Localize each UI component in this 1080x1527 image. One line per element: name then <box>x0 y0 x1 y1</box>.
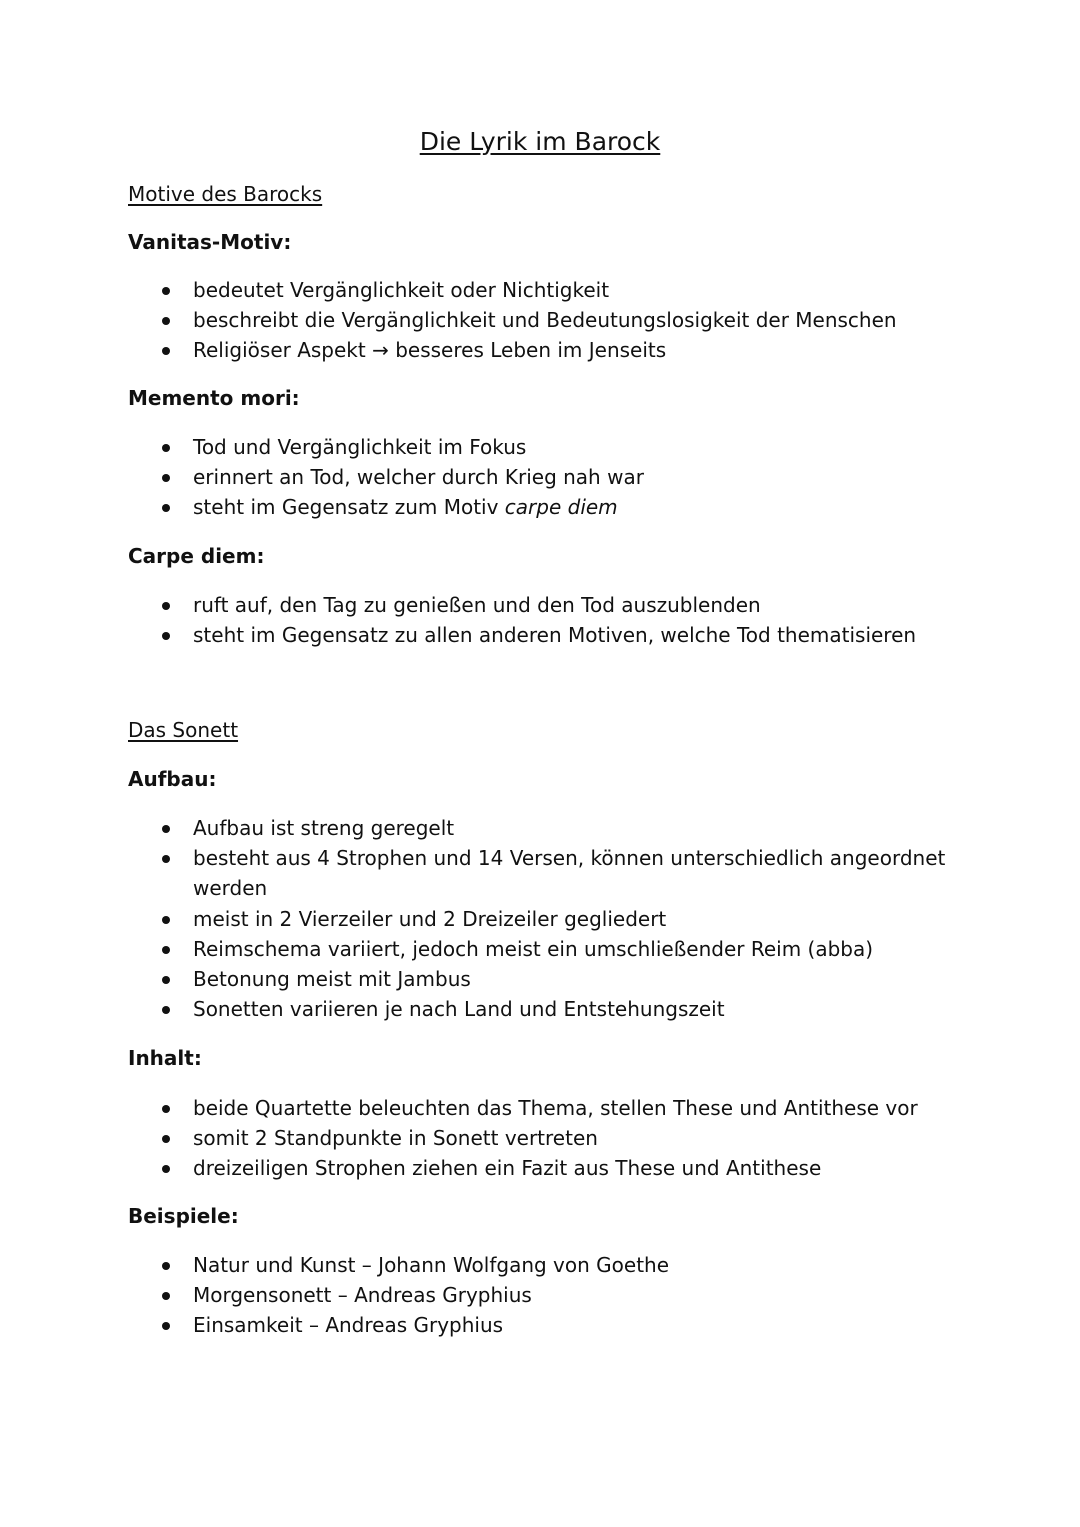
inhalt-list <box>128 1093 948 1184</box>
list-item: dreizeiligen Strophen ziehen ein Fazit aus These und Antithese <box>128 1153 948 1183</box>
list-item: Tod und Vergänglichkeit im Fokus <box>128 432 948 462</box>
bullet-icon <box>162 1105 170 1113</box>
list-item: meist in 2 Vierzeiler und 2 Dreizeiler gegliedert <box>128 904 948 934</box>
memento-list <box>128 432 948 523</box>
subheading-carpe-diem: Carpe diem: <box>128 544 265 568</box>
list-item: beide Quartette beleuchten das Thema, stellen These und Antithese vor <box>128 1093 948 1123</box>
list-item: Einsamkeit – Andreas Gryphius <box>128 1310 948 1340</box>
list-item: beschreibt die Vergänglichkeit und Bedeutungslosigkeit der Menschen <box>128 305 948 335</box>
subheading-beispiele: Beispiele: <box>128 1204 239 1228</box>
beispiele-list <box>128 1250 948 1341</box>
bullet-icon <box>162 444 170 452</box>
bullet-icon <box>162 825 170 833</box>
list-item: Betonung meist mit Jambus <box>128 964 948 994</box>
subheading-aufbau: Aufbau: <box>128 767 217 791</box>
bullet-icon <box>162 317 170 325</box>
bullet-icon <box>162 1006 170 1014</box>
bullet-icon <box>162 504 170 512</box>
bullet-icon <box>162 602 170 610</box>
bullet-icon <box>162 474 170 482</box>
carpe-list <box>128 590 948 650</box>
list-item: Sonetten variieren je nach Land und Entstehungszeit <box>128 994 948 1024</box>
list-item: Morgensonett – Andreas Gryphius <box>128 1280 948 1310</box>
list-item: erinnert an Tod, welcher durch Krieg nah war <box>128 462 948 492</box>
list-item: Reimschema variiert, jedoch meist ein umschließender Reim (abba) <box>128 934 948 964</box>
list-item: Natur und Kunst – Johann Wolfgang von Goethe <box>128 1250 948 1280</box>
list-item: somit 2 Standpunkte in Sonett vertreten <box>128 1123 948 1153</box>
bullet-icon <box>162 347 170 355</box>
list-item: besteht aus 4 Strophen und 14 Versen, können unterschiedlich angeordnet werden <box>128 843 948 903</box>
bullet-icon <box>162 632 170 640</box>
section-heading-sonett: Das Sonett <box>128 718 239 742</box>
subheading-vanitas: Vanitas-Motiv: <box>128 230 292 254</box>
list-item: ruft auf, den Tag zu genießen und den Tod auszublenden <box>128 590 948 620</box>
bullet-icon <box>162 1262 170 1270</box>
vanitas-list <box>128 275 948 366</box>
bullet-icon <box>162 916 170 924</box>
bullet-icon <box>162 287 170 295</box>
section-heading-motive: Motive des Barocks <box>128 182 323 206</box>
list-item: bedeutet Vergänglichkeit oder Nichtigkeit <box>128 275 948 305</box>
bullet-icon <box>162 946 170 954</box>
page-title: Die Lyrik im Barock <box>419 127 661 156</box>
bullet-icon <box>162 976 170 984</box>
list-item: Aufbau ist streng geregelt <box>128 813 948 843</box>
subheading-memento-mori: Memento mori: <box>128 386 300 410</box>
bullet-icon <box>162 855 170 863</box>
subheading-inhalt: Inhalt: <box>128 1046 202 1070</box>
list-item: Religiöser Aspekt → besseres Leben im Jenseits <box>128 335 948 365</box>
bullet-icon <box>162 1165 170 1173</box>
bullet-icon <box>162 1292 170 1300</box>
list-item: steht im Gegensatz zum Motiv carpe diem <box>128 492 948 522</box>
aufbau-list <box>128 813 948 1024</box>
bullet-icon <box>162 1322 170 1330</box>
list-item: steht im Gegensatz zu allen anderen Motiven, welche Tod thematisieren <box>128 620 948 650</box>
bullet-icon <box>162 1135 170 1143</box>
carpe-diem-emphasis: carpe diem <box>504 495 618 520</box>
